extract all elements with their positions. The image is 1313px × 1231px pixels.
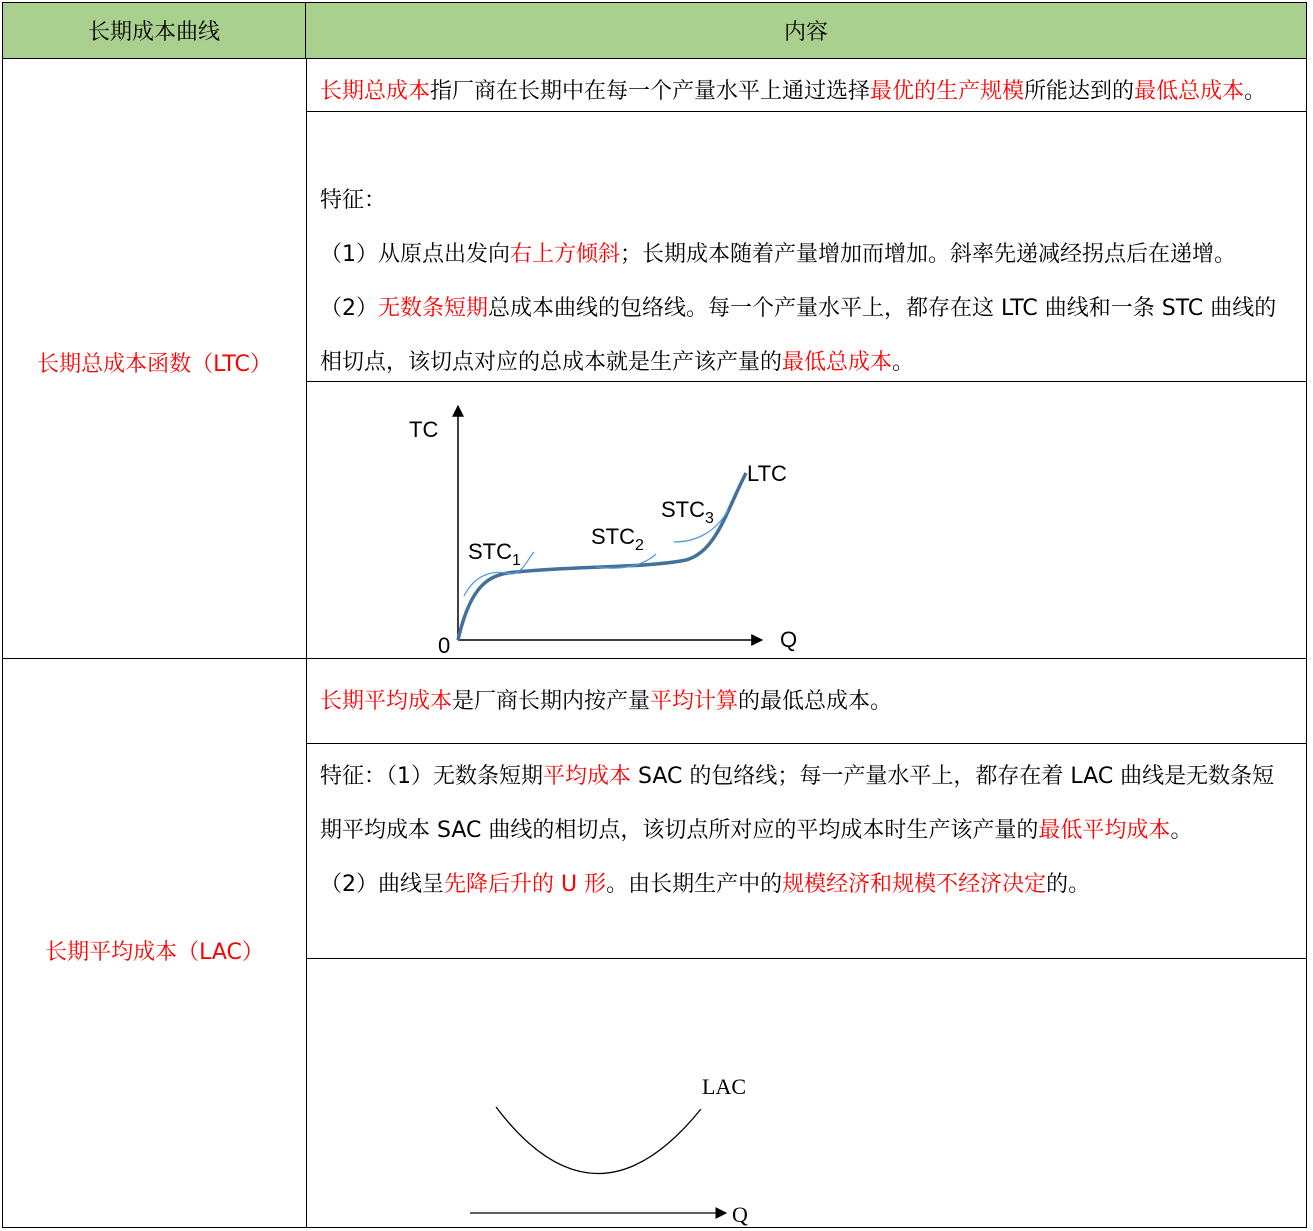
lac-feature-2 <box>320 858 1295 912</box>
ltc-def-term: 长期总成本 <box>320 79 431 104</box>
ltc-def-highlight2: 最低总成本 <box>1134 79 1245 104</box>
lac-q-axis-label: Q <box>732 1202 748 1227</box>
lac-def-text1: 是厂商长期内按产量 <box>452 689 651 714</box>
lac-f2-end: 的。 <box>1046 872 1091 897</box>
lac-def-term: 长期平均成本 <box>320 689 453 714</box>
table <box>2 2 1307 1228</box>
ltc-features-title: 特征： <box>320 188 387 213</box>
lac-def-highlight: 平均计算 <box>650 689 739 714</box>
ltc-f1-text2: ；长期成本随着产量增加而增加。斜率先递减经拐点后在递增。 <box>620 242 1237 267</box>
ltc-definition <box>320 65 1295 119</box>
lac-definition <box>320 675 1295 729</box>
ltc-feature-2 <box>320 282 1295 390</box>
lac-f2-highlight2: 规模经济和规模不经济决定 <box>782 872 1047 897</box>
ltc-f2-text2: 总成本曲线的包络线。每一个产量水平上，都存在这 LTC 曲线和一条 STC 曲线的相切点，该切点对应的总成本就是生产该产量的 <box>320 296 1277 375</box>
lac-f2-text2: 。由长期生产中的 <box>606 872 783 897</box>
ltc-f2-text1: （2） <box>320 296 378 321</box>
lac-f1-text1: 特征：（1）无数条短期 <box>320 764 543 789</box>
lac-f2-highlight1: 先降后升的 U 形 <box>444 872 607 897</box>
divider-ltc-lac <box>3 658 1306 659</box>
header-content-label: 内容 <box>783 20 828 45</box>
header-cell-content <box>306 3 1306 59</box>
origin-label: 0 <box>438 633 451 658</box>
lac-def-text2: 的最低总成本。 <box>738 689 893 714</box>
lac-features <box>320 750 1295 912</box>
header-curve-label: 长期成本曲线 <box>87 20 220 45</box>
ltc-chart <box>306 382 1306 658</box>
lac-chart <box>306 959 1306 1227</box>
ltc-f2-highlight2: 最低总成本 <box>782 350 893 375</box>
ltc-def-text2: 所能达到的 <box>1024 79 1135 104</box>
ltc-features <box>320 174 1295 390</box>
lac-f2-text1: （2）曲线呈 <box>320 872 444 897</box>
q-axis-label: Q <box>780 627 798 652</box>
ltc-f2-highlight1: 无数条短期 <box>378 296 489 321</box>
lac-curve-label: LAC <box>702 1074 746 1099</box>
stc3-label: $STC_3$ <box>661 497 714 527</box>
tc-axis-label: TC <box>409 417 439 442</box>
lac-label: 长期平均成本（LAC） <box>45 940 264 965</box>
ltc-f2-end: 。 <box>892 350 915 375</box>
stc2-label: $STC_2$ <box>591 524 644 554</box>
stc1-label: $STC_1$ <box>468 539 521 569</box>
lac-f1-end: 。 <box>1170 818 1193 843</box>
ltc-feature-1 <box>320 228 1295 282</box>
ltc-label: 长期总成本函数（LTC） <box>37 352 272 377</box>
lac-f1-highlight2: 最低平均成本 <box>1038 818 1171 843</box>
lac-f1-highlight1: 平均成本 <box>543 764 632 789</box>
ltc-curve-label: LTC <box>747 461 787 486</box>
ltc-def-highlight1: 最优的生产规模 <box>870 79 1025 104</box>
lac-curve <box>496 1107 701 1174</box>
header-cell-curve <box>3 3 306 59</box>
ltc-def-text1: 指厂商在长期中在每一个产量水平上通过选择 <box>430 79 871 104</box>
divider-lac-def <box>306 743 1306 744</box>
lac-feature-1 <box>320 750 1295 858</box>
ltc-f1-highlight: 右上方倾斜 <box>510 242 621 267</box>
ltc-def-end: 。 <box>1244 79 1267 104</box>
lac-f1-text2: SAC 的包络线；每一产量水平上，都存在着 LAC 曲线是无数条短期平均成本 SAC 曲线的相切点，该切点所对应的平均成本时生产该产量的 <box>320 764 1275 843</box>
ltc-f1-text1: （1）从原点出发向 <box>320 242 510 267</box>
